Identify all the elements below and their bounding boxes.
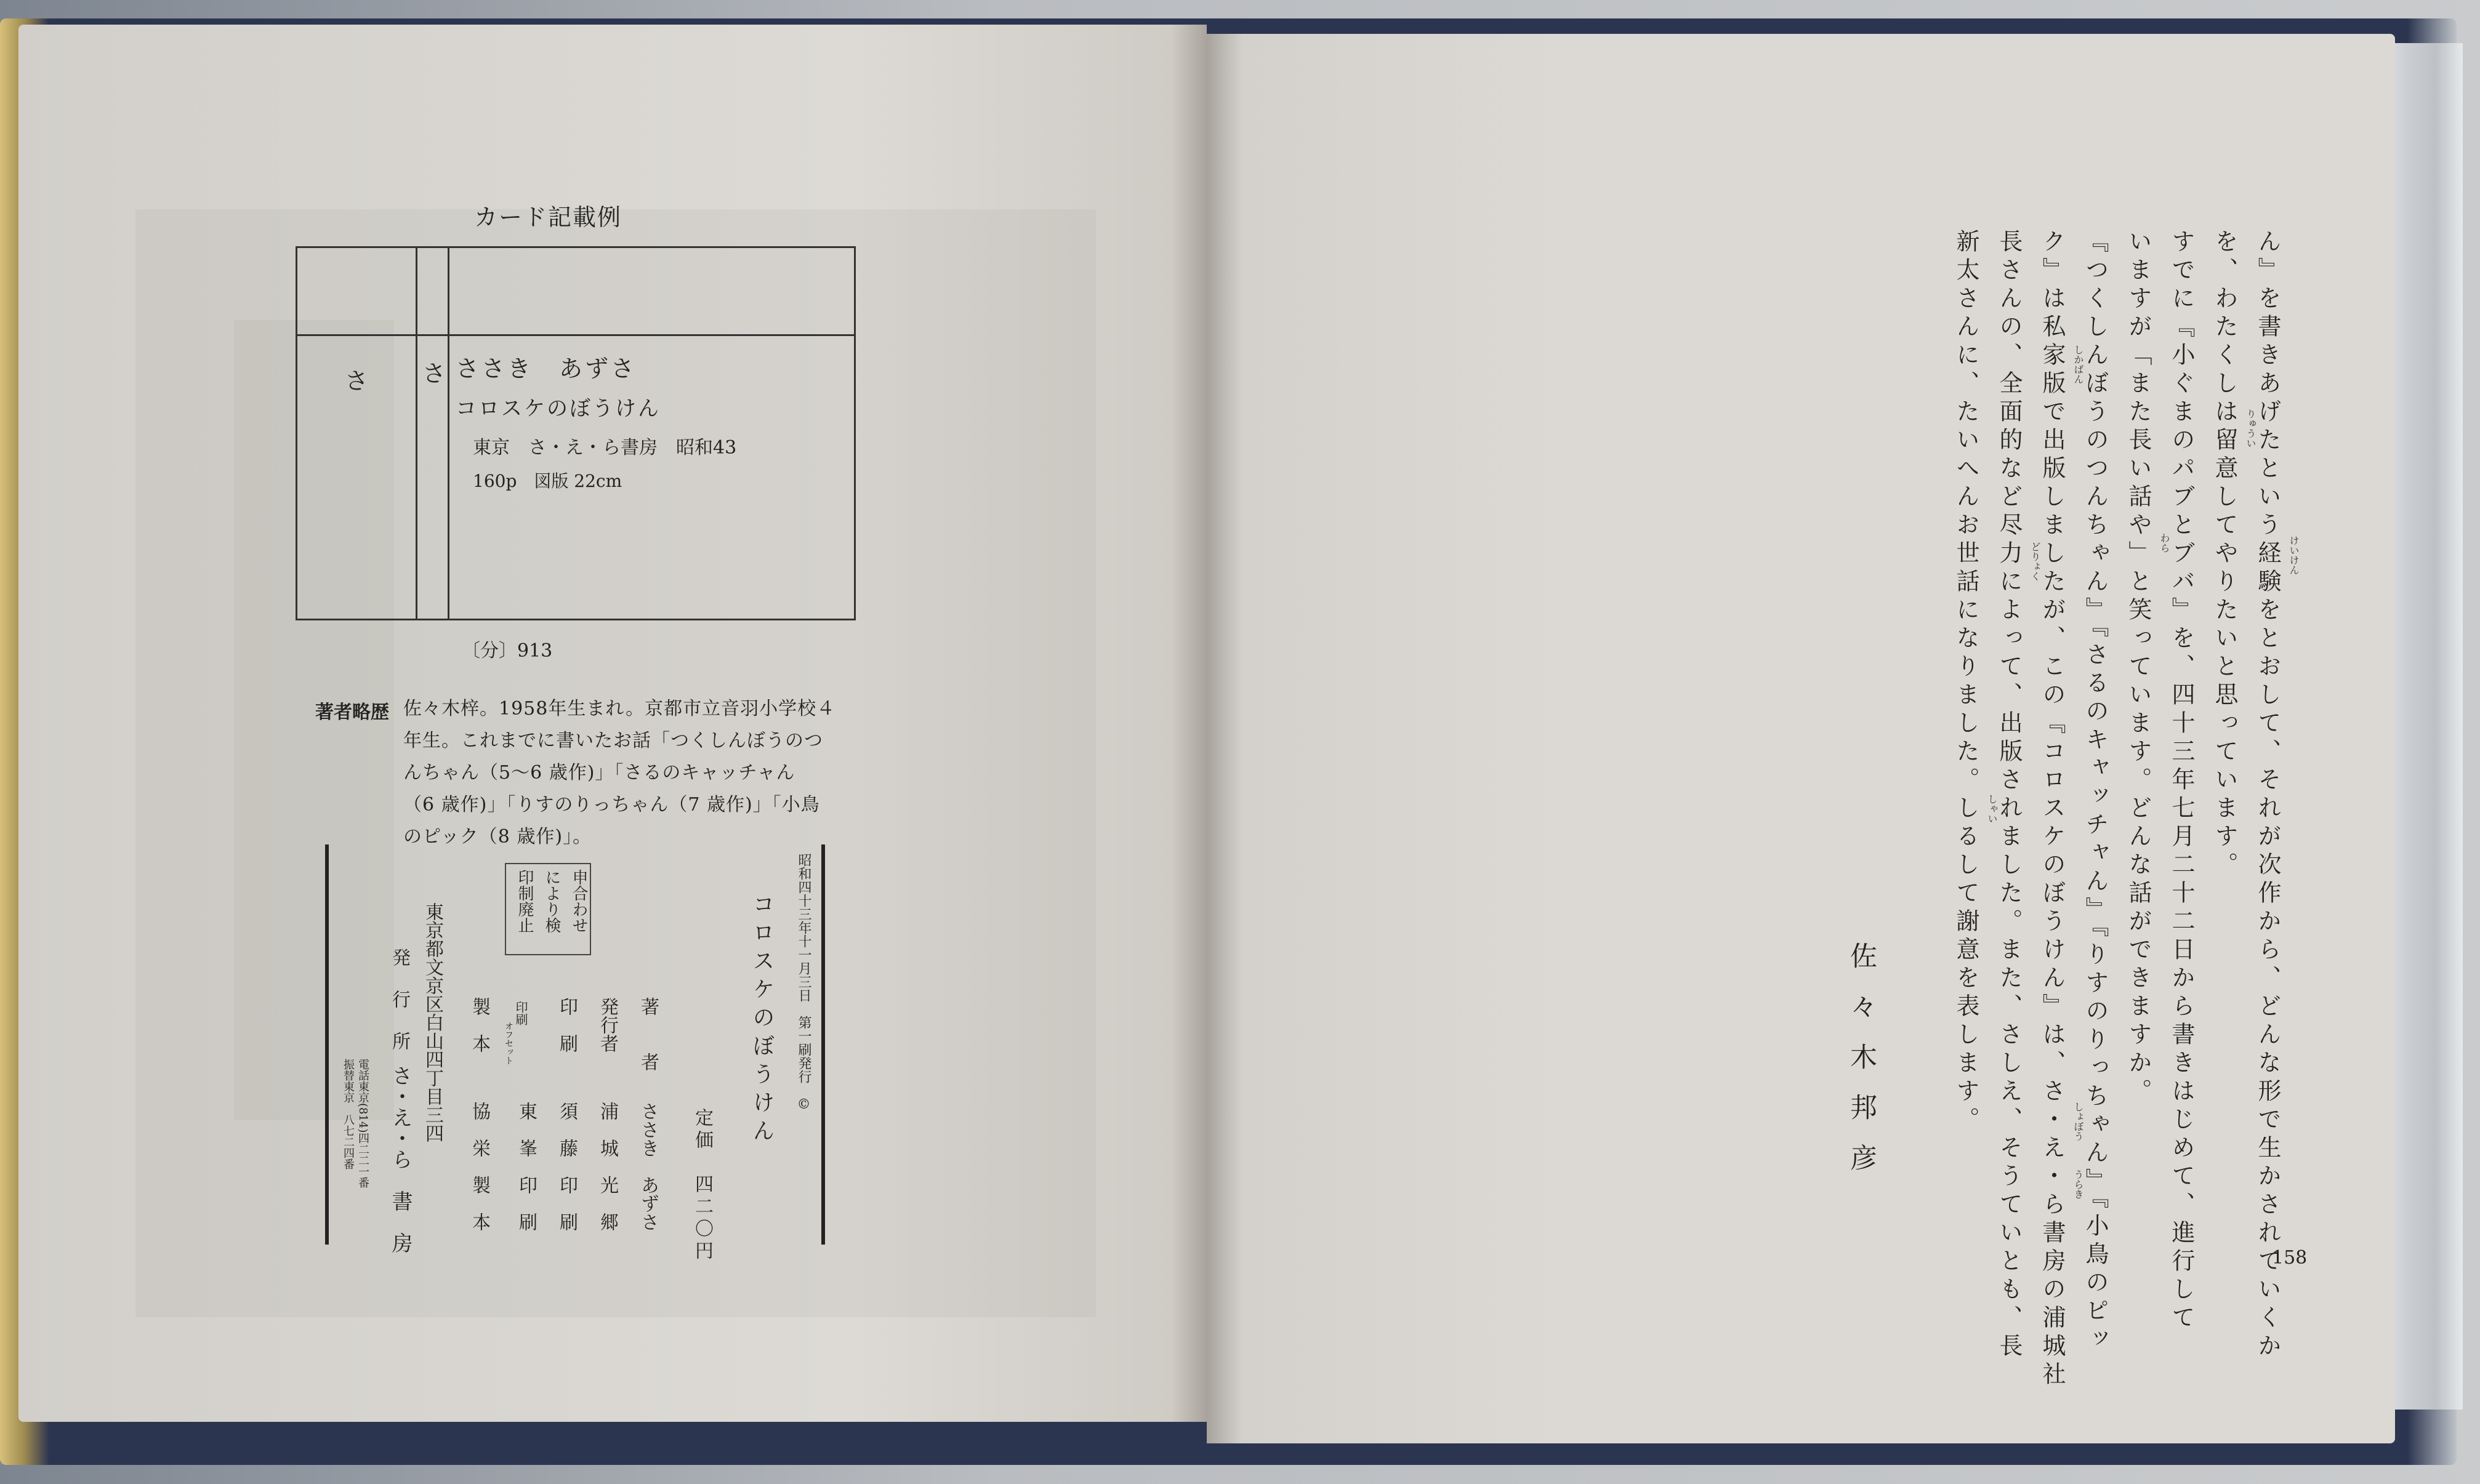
- card-publisher: 東京 さ・え・ら書房 昭和43: [473, 437, 737, 459]
- page-number: 158: [2272, 1247, 2308, 1269]
- furigana: しゃい: [1986, 794, 1998, 824]
- card-physical: 160p 図版 22cm: [473, 471, 622, 491]
- afterword-column: すでに『小ぐまのパブとブバ』を、四十三年七月二十二日から書きはじめて、進行して: [2168, 229, 2195, 1333]
- stamp-line: 印制廃止: [515, 869, 534, 933]
- author-signature: 佐々木邦彦: [1845, 942, 1877, 1194]
- colophon-date: 昭和四十三年十一月三日 第一刷発行 ©: [796, 853, 811, 1112]
- card-example-title: カード記載例: [474, 204, 622, 231]
- bio-line: 年生。これまでに書いたお話「つくしんぼうのつ: [403, 730, 823, 752]
- afterword-column: を、わたくしは留意してやりたいと思っています。: [2211, 229, 2238, 880]
- card-index-char: さ: [345, 367, 369, 395]
- issuer-role: 発 行 所: [389, 948, 410, 1053]
- role-binder: 製 本: [469, 997, 490, 1053]
- bio-line: （6 歳作)」「りすのりっちゃん（7 歳作)」「小鳥: [403, 794, 820, 816]
- card-book-title: コロスケのぼうけん: [456, 396, 661, 421]
- card-divider: [297, 334, 854, 336]
- furigana: しょぼう: [2072, 1102, 2084, 1141]
- furigana: わら: [2159, 533, 2170, 553]
- role-printer: 印 刷: [556, 997, 578, 1053]
- name-offset: 東 峯 印 刷: [515, 1102, 537, 1231]
- afterword-column: ん』を書きあげたという経験をとおして、それが次作から、どんな形で生かされていくか: [2254, 229, 2281, 1362]
- colophon-rule-left: [325, 844, 329, 1245]
- colophon-title: コロスケのぼうけん: [749, 892, 775, 1147]
- issuer-transfer: 振替東京 八七二四番: [342, 1059, 355, 1169]
- furigana: りゅうい: [2245, 409, 2257, 448]
- name-author: ささき あずさ: [637, 1102, 659, 1231]
- classification-number: 〔分〕913: [462, 640, 553, 662]
- colophon-rule-right: [821, 844, 825, 1245]
- furigana: しかばん: [2072, 345, 2084, 384]
- afterword-column: 『つくしんぼうのつんちゃん』『さるのキャッチャん』『りすのりっちゃん』『小鳥のピッ: [2082, 229, 2109, 1355]
- plastic-sleeve: [2395, 43, 2463, 1410]
- stamp-line: 申合わせ: [570, 869, 588, 933]
- card-entry-char: さ: [422, 360, 446, 387]
- furigana: うらき: [2072, 1169, 2084, 1199]
- role-publisher: 発行者: [597, 997, 618, 1053]
- role-author: 著 者: [637, 997, 659, 1071]
- afterword-column: いますが「また長い話や」と笑っています。どんな話ができますか。: [2125, 229, 2152, 1107]
- role-offset-small: オフセット: [504, 1022, 513, 1065]
- issuer-address: 東京都文京区白山四丁目三四: [422, 902, 443, 1142]
- furigana: どりょく: [2029, 542, 2041, 581]
- colophon-price: 定価 四二〇円: [691, 1108, 713, 1263]
- bio-line: のピック（8 歳作)」。: [403, 826, 592, 848]
- stamp-line: により検: [542, 869, 561, 933]
- afterword-column: 長さんの、全面的など尽力によって、出版されました。また、さしえ、そうていとも、長: [1995, 229, 2023, 1362]
- bio-line: 佐々木梓。1958年生まれ。京都市立音羽小学校４: [403, 698, 836, 720]
- name-binder: 協 栄 製 本: [469, 1102, 490, 1231]
- card-author: ささき あずさ: [456, 355, 637, 382]
- bio-label: 著者略歴: [315, 702, 389, 723]
- bio-line: んちゃん（5～6 歳作)」「さるのキャッチャん: [403, 762, 795, 784]
- card-rule: [448, 248, 449, 619]
- furigana: けいけん: [2288, 535, 2300, 575]
- afterword-column: 新太さんに、たいへんお世話になりました。しるして謝意を表します。: [1952, 229, 1979, 1135]
- name-printer: 須 藤 印 刷: [556, 1102, 578, 1231]
- role-offset: 印刷: [513, 1001, 528, 1025]
- issuer-phone: 電話東京(814)四二二一番: [356, 1059, 369, 1189]
- card-rule: [416, 248, 417, 619]
- name-publisher: 浦 城 光 郷: [597, 1102, 618, 1231]
- afterword-column: ク』は私家版で出版しましたが、この『コロスケのぼうけん』は、さ・え・ら書房の浦城社: [2039, 229, 2066, 1390]
- issuer-name: さ・え・ら 書 房: [388, 1065, 413, 1253]
